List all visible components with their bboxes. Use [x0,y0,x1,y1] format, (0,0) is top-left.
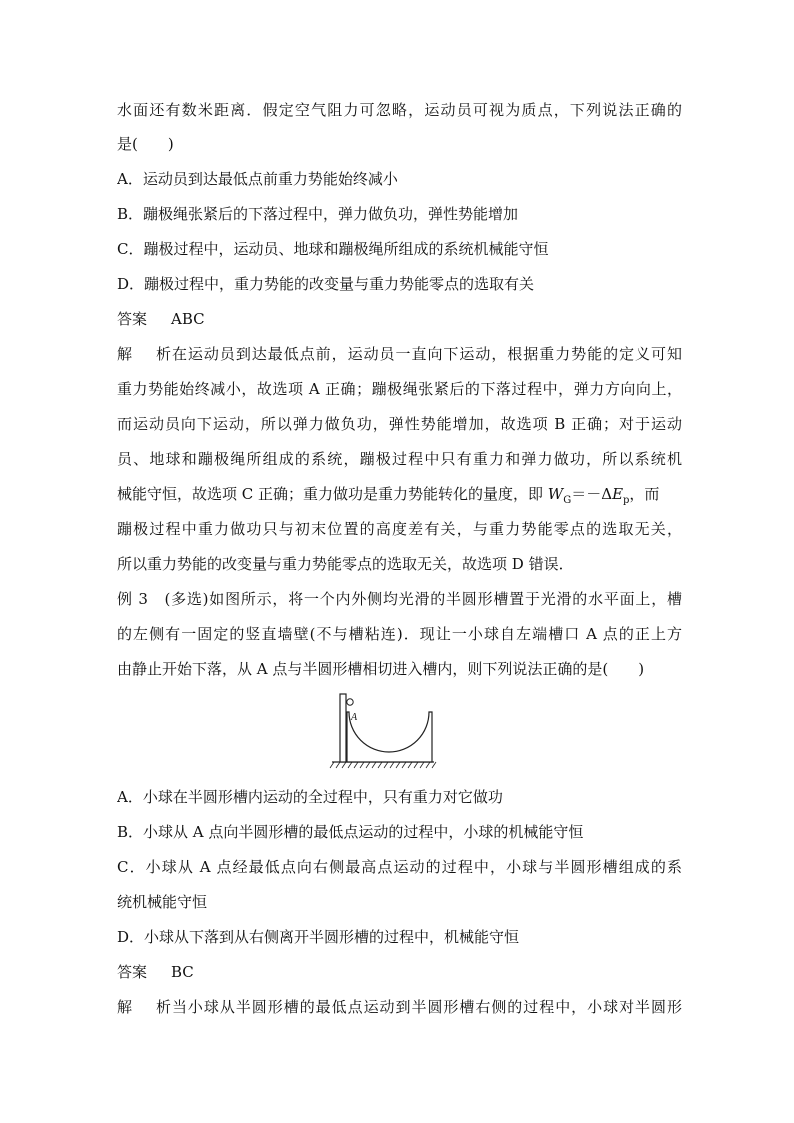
q1-option-b: B．蹦极绳张紧后的下落过程中，弹力做负功，弹性势能增加 [117,205,519,223]
point-a-label: A [351,712,358,723]
q1-analysis-line-6: 蹦极过程中重力做功只与初末位置的高度差有关，与重力势能零点的选取无关， [117,520,682,538]
q2-answer [117,961,682,983]
q2-answer-label: 答案 [117,963,148,981]
q1-analysis-line-1 [117,343,682,365]
energy-symbol: E [612,485,624,503]
wall [340,694,346,762]
q2-option-c-line-1: C．小球从 A 点经最低点向右侧最高点运动的过程中，小球与半圆形槽组成的系 [117,858,682,876]
q1-analysis-line-3: 而运动员向下运动，所以弹力做负功，弹性势能增加，故选项 B 正确；对于运动 [117,415,682,433]
q1-answer-label: 答案 [117,310,148,328]
q1-analysis-text-5b: ＝－Δ [571,485,613,503]
q2-option-c-line-2: 统机械能守恒 [117,893,208,911]
q1-analysis-line-5 [117,483,682,512]
q2-option-b: B．小球从 A 点向半圆形槽的最低点运动的过程中，小球的机械能守恒 [117,823,584,841]
q1-answer-value: ABC [171,310,205,328]
example3-line-3: 由静止开始下落，从 A 点与半圆形槽相切进入槽内，则下列说法正确的是( ) [117,660,645,678]
semicircular-trough [347,712,432,762]
q1-analysis-line-2: 重力势能始终减小，故选项 A 正确；蹦极绳张紧后的下落过程中，弹力方向向上， [117,380,682,398]
q1-analysis-text-1: 在运动员到达最低点前，运动员一直向下运动，根据重力势能的定义可知 [171,345,682,363]
q1-analysis-line-7: 所以重力势能的改变量与重力势能零点的选取无关，故选项 D 错误． [117,555,574,573]
work-subscript: G [563,495,572,506]
q2-answer-value: BC [171,963,194,981]
example3-line-2: 的左侧有一固定的竖直墙壁(不与槽粘连)．现让一小球自左端槽口 A 点的正上方 [117,625,682,643]
q1-analysis-text-5a: 械能守恒，故选项 C 正确；重力做功是重力势能转化的量度，即 [117,485,548,503]
work-symbol: W [547,485,564,503]
energy-subscript: p [623,495,630,506]
q1-analysis-line-4: 员、地球和蹦极绳所组成的系统，蹦极过程中只有重力和弹力做功，所以系统机 [117,450,682,468]
q2-analysis-text-1: 当小球从半圆形槽的最低点运动到半圆形槽右侧的过程中，小球对半圆形 [171,998,682,1016]
q1-analysis-label: 解析 [117,345,171,363]
example3-line-1: 例 3 (多选)如图所示，将一个内外侧均光滑的半圆形槽置于光滑的水平面上，槽 [117,590,682,608]
q2-option-a: A．小球在半圆形槽内运动的全过程中，只有重力对它做功 [117,788,503,806]
trough-figure [328,686,438,776]
q2-analysis-label: 解析 [117,998,171,1016]
q1-option-a: A．运动员到达最低点前重力势能始终减小 [117,170,398,188]
q1-option-d: D．蹦极过程中，重力势能的改变量与重力势能零点的选取有关 [117,275,535,293]
q1-answer [117,308,682,330]
q2-option-d: D．小球从下落到从右侧离开半圆形槽的过程中，机械能守恒 [117,928,520,946]
ball [347,699,353,705]
q1-option-c: C．蹦极过程中，运动员、地球和蹦极绳所组成的系统机械能守恒 [117,240,549,258]
intro-line-2: 是( ) [117,135,174,153]
q1-analysis-text-5c: ，而 [629,485,660,503]
intro-line-1: 水面还有数米距离．假定空气阻力可忽略，运动员可视为质点，下列说法正确的 [117,101,682,119]
ground-hatch [330,762,436,768]
q2-analysis-line-1 [117,996,682,1018]
